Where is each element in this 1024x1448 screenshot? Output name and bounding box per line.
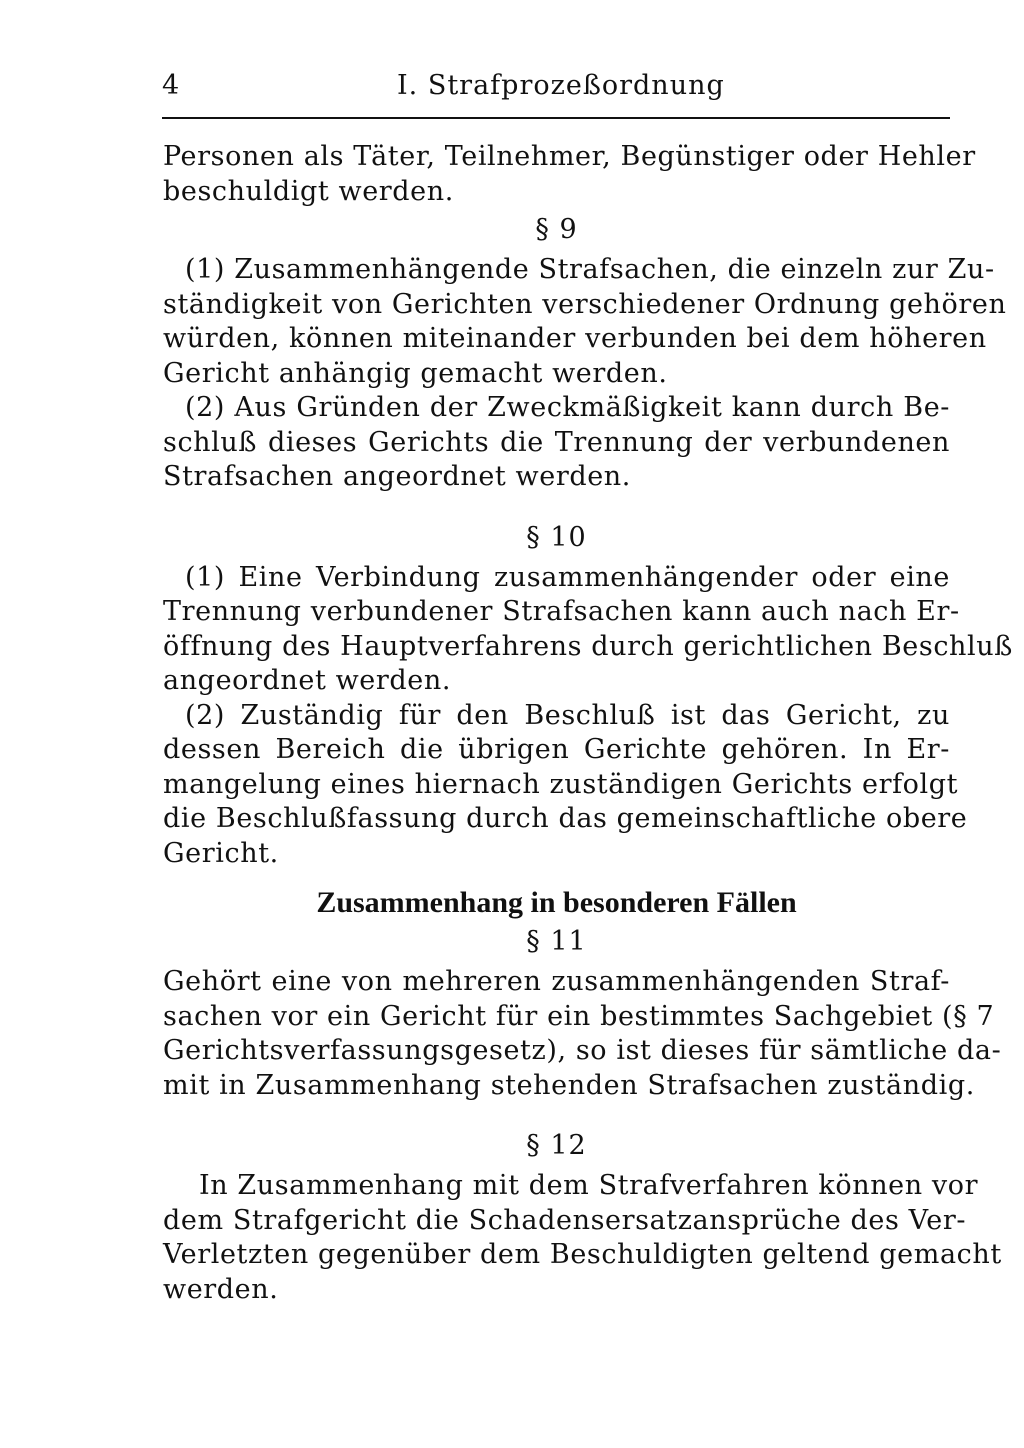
spacer	[163, 495, 950, 517]
text-line: (1) Zusammenhängende Strafsachen, die einzeln zur Zu-	[185, 254, 995, 285]
section-12-paragraph	[163, 1169, 1002, 1307]
section-9-paragraph-2	[163, 391, 950, 495]
text-line: (2) Zuständig für den Beschluß ist das Gericht, zu	[185, 699, 950, 731]
text-line: würden, können miteinander verbunden bei dem höheren	[163, 323, 987, 354]
text-line: Gehört eine von mehreren zusammenhängenden Straf-	[163, 966, 950, 997]
text-line: dem Strafgericht die Schadensersatzansprüche des Ver-	[163, 1204, 967, 1236]
section-10-paragraph-1	[163, 561, 1013, 699]
text-line: Gerichtsverfassungsgesetz), so ist dieses für sämtliche da-	[163, 1035, 1002, 1066]
running-head: I. Strafprozeßordnung	[397, 70, 725, 101]
page-body	[163, 140, 1013, 1307]
section-12-heading: § 12	[526, 1130, 587, 1161]
text-line: Verletzten gegenüber dem Beschuldigten geltend gemacht	[163, 1239, 1002, 1270]
text-line: werden.	[163, 1273, 279, 1305]
text-line: mangelung eines hiernach zuständigen Gerichts erfolgt	[163, 768, 959, 800]
text-line: Trennung verbundener Strafsachen kann auch nach Er-	[163, 596, 960, 627]
section-11-heading: § 11	[526, 926, 587, 957]
text-line: mit in Zusammenhang stehenden Strafsachen zuständig.	[163, 1069, 975, 1101]
text-line: sachen vor ein Gericht für ein bestimmtes Sachgebiet (§ 7	[163, 1000, 995, 1032]
section-title: Zusammenhang in besonderen Fällen	[316, 886, 797, 919]
section-10-heading: § 10	[526, 521, 587, 553]
text-line: Gericht anhängig gemacht werden.	[163, 357, 668, 389]
text-line: ständigkeit von Gerichten verschiedener Ordnung gehören	[163, 288, 1007, 320]
page-number: 4	[162, 70, 180, 101]
section-9-heading: § 9	[535, 214, 578, 245]
section-10-paragraph-2	[163, 699, 968, 872]
text-line: schluß dieses Gerichts die Trennung der verbundenen	[163, 426, 950, 458]
text-line: beschuldigt werden.	[163, 175, 454, 207]
text-line: Strafsachen angeordnet werden.	[163, 461, 631, 492]
text-line: Personen als Täter, Teilnehmer, Begünstiger oder Hehler	[163, 141, 976, 172]
text-line: In Zusammenhang mit dem Strafverfahren können vor	[199, 1170, 979, 1201]
section-11-paragraph	[163, 965, 1002, 1103]
page-header	[162, 70, 952, 110]
intro-paragraph	[163, 140, 976, 209]
text-line: dessen Bereich die übrigen Gerichte gehören. In Er-	[163, 734, 950, 765]
text-line: (1) Eine Verbindung zusammenhängender oder eine	[185, 561, 950, 593]
text-line: Gericht.	[163, 837, 279, 869]
text-line: (2) Aus Gründen der Zweckmäßigkeit kann durch Be-	[185, 392, 950, 423]
section-9-paragraph-1	[163, 253, 1007, 391]
text-line: angeordnet werden.	[163, 665, 452, 696]
spacer	[163, 1103, 950, 1125]
text-line: öffnung des Hauptverfahrens durch gerichtlichen Beschluß	[163, 630, 1013, 662]
header-rule	[162, 117, 950, 119]
text-line: die Beschlußfassung durch das gemeinschaftliche obere	[163, 803, 968, 834]
